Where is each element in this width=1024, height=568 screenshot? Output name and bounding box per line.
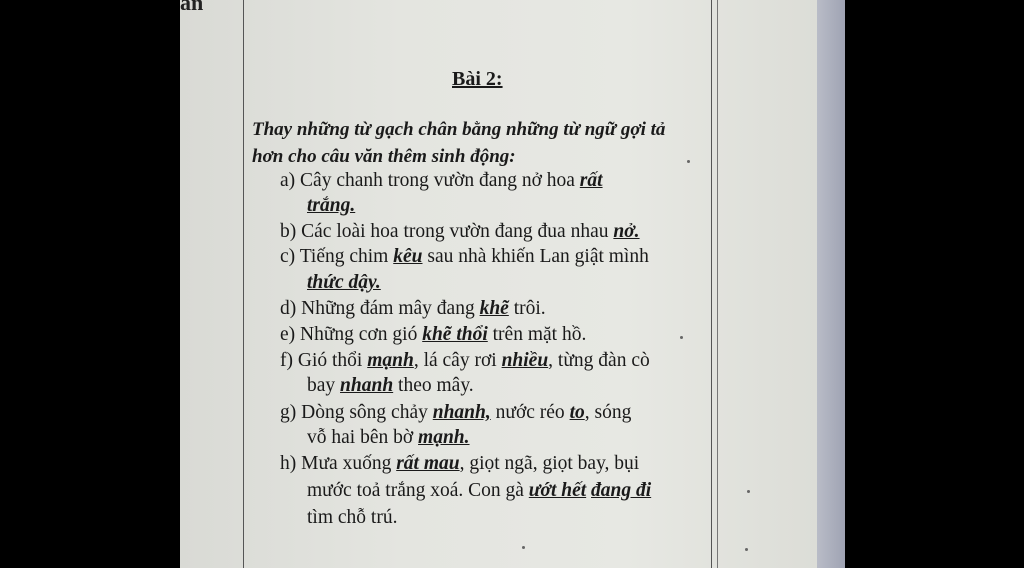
underlined-word: kêu	[393, 246, 423, 267]
underlined-word: thức dậy.	[307, 272, 381, 293]
underlined-word: nhanh,	[432, 402, 491, 423]
underlined-word: rất mau	[396, 453, 460, 474]
item-c-line2	[307, 272, 381, 294]
item-label: d)	[280, 298, 297, 319]
item-label: c)	[280, 246, 296, 267]
text-segment: , giọt ngã, giọt bay, bụi	[459, 453, 640, 474]
item-e-line1	[280, 324, 586, 346]
text-segment: tìm chỗ trú.	[307, 507, 398, 528]
right-margin-line-2	[717, 0, 718, 568]
text-segment: nước réo	[490, 402, 570, 423]
text-segment: vỗ hai bên bờ	[307, 427, 419, 448]
text-segment: , sóng	[584, 402, 632, 423]
speck	[680, 336, 683, 339]
text-segment: Mưa xuống	[301, 453, 397, 474]
item-a-line1	[280, 170, 603, 192]
text-segment: trên mặt hồ.	[487, 324, 587, 345]
item-h-line1	[280, 453, 639, 475]
text-segment: , lá cây rơi	[413, 350, 502, 371]
text-segment: trôi.	[508, 298, 546, 319]
paper-edge	[817, 0, 845, 568]
item-label: g)	[280, 402, 297, 423]
item-label: f)	[280, 350, 293, 371]
text-segment: Cây chanh trong vườn đang nở hoa	[300, 170, 580, 191]
item-label: a)	[280, 170, 296, 191]
text-segment: Tiếng chim	[299, 246, 394, 267]
text-segment: Những đám mây đang	[301, 298, 480, 319]
underlined-word: ướt hết	[528, 480, 587, 501]
item-label: e)	[280, 324, 296, 345]
underlined-word: trắng.	[307, 195, 356, 216]
underlined-word: mạnh	[367, 350, 414, 371]
item-f-line1	[280, 350, 650, 372]
item-h-line3	[307, 507, 397, 529]
underlined-word: to	[569, 402, 585, 423]
item-f-line2	[307, 375, 474, 397]
right-margin-line	[711, 0, 712, 568]
text-segment: Các loài hoa trong vườn đang đua nhau	[301, 221, 614, 242]
text-segment: sau nhà khiến Lan giật mình	[422, 246, 649, 267]
text-segment: mước toả trắng xoá. Con gà	[307, 480, 529, 501]
item-g-line2	[307, 427, 470, 449]
text-segment: theo mây.	[393, 375, 474, 396]
underlined-word: mạnh.	[418, 427, 470, 448]
underlined-word: nở.	[613, 221, 640, 242]
text-segment: bay	[307, 375, 341, 396]
text-segment: Gió thổi	[297, 350, 368, 371]
underlined-word: nhiều	[501, 350, 549, 371]
item-d-line1	[280, 298, 546, 320]
underlined-word: khẽ thổi	[422, 324, 488, 345]
underlined-word: nhanh	[340, 375, 394, 396]
corner-text: an	[180, 0, 204, 15]
item-label: h)	[280, 453, 297, 474]
item-label: b)	[280, 221, 297, 242]
instruction-text: Thay những từ gạch chân bằng những từ ngữ gợi tả hơn cho câu văn thêm sinh động:	[252, 119, 666, 167]
page-title: Bài 2:	[452, 68, 503, 90]
text-segment: , từng đàn cò	[548, 350, 650, 371]
item-c-line1	[280, 246, 649, 268]
underlined-word: đang đi	[591, 480, 652, 501]
speck	[745, 548, 748, 551]
item-h-line2	[307, 480, 651, 502]
left-margin-line	[243, 0, 244, 568]
text-segment: Những cơn gió	[300, 324, 423, 345]
speck	[522, 546, 525, 549]
item-b-line1	[280, 221, 640, 243]
speck	[747, 490, 750, 493]
underlined-word: rất	[579, 170, 603, 191]
speck	[687, 160, 690, 163]
underlined-word: khẽ	[479, 298, 509, 319]
text-segment: Dòng sông chảy	[301, 402, 433, 423]
item-g-line1	[280, 402, 631, 424]
item-a-line2	[307, 195, 355, 217]
